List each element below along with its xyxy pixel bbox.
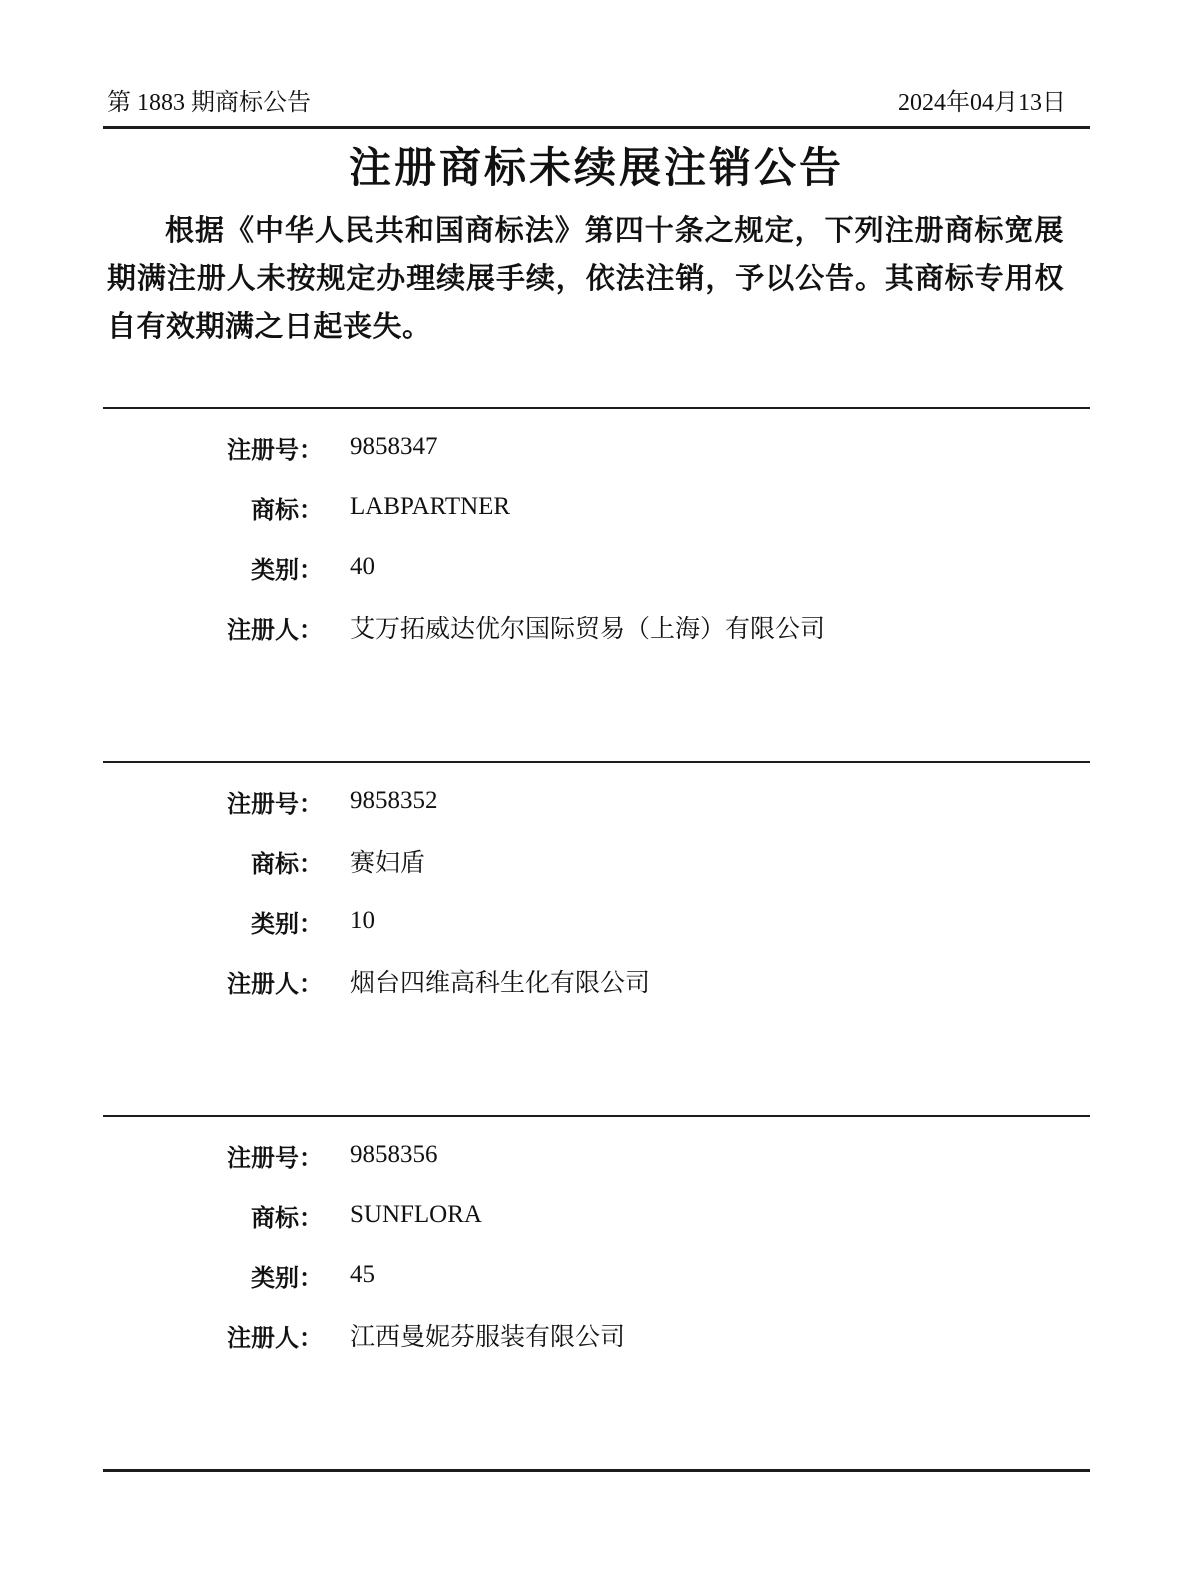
registrant-value: 艾万拓威达优尔国际贸易（上海）有限公司 <box>350 616 826 643</box>
registrant-value: 烟台四维高科生化有限公司 <box>350 970 651 997</box>
category-row <box>103 891 1090 951</box>
category-label: 类别： <box>251 556 323 584</box>
reg-no-row <box>103 1125 1090 1185</box>
reg-no-value: 9858356 <box>350 1141 438 1168</box>
header-divider <box>103 126 1090 129</box>
reg-no-label: 注册号： <box>227 1144 323 1172</box>
trademark-label: 商标： <box>251 1204 323 1232</box>
reg-no-row <box>103 417 1090 477</box>
registrant-row <box>103 597 1090 657</box>
category-row <box>103 537 1090 597</box>
registrant-label: 注册人： <box>227 1324 323 1352</box>
intro-paragraph: 根据《中华人民共和国商标法》第四十条之规定，下列注册商标宽展期满注册人未按规定办理续展手续，依法注销，予以公告。其商标专用权自有效期满之日起丧失。 <box>107 215 1064 343</box>
registrant-label: 注册人： <box>227 616 323 644</box>
trademark-row <box>103 831 1090 891</box>
category-value: 45 <box>350 1261 375 1288</box>
trademark-label: 商标： <box>251 850 323 878</box>
page-title: 注册商标未续展注销公告 <box>348 146 844 192</box>
category-label: 类别： <box>251 1264 323 1292</box>
category-value: 10 <box>350 907 375 934</box>
trademark-record <box>103 761 1090 1115</box>
gazette-date: 2024年04月13日 <box>898 90 1066 116</box>
category-value: 40 <box>350 553 375 580</box>
trademark-record <box>103 407 1090 761</box>
trademark-row <box>103 1185 1090 1245</box>
reg-no-label: 注册号： <box>227 436 323 464</box>
registrant-row <box>103 951 1090 1011</box>
trademark-value: LABPARTNER <box>350 493 511 520</box>
registrant-value: 江西曼妮芬服装有限公司 <box>350 1324 626 1351</box>
registrant-row <box>103 1305 1090 1365</box>
category-label: 类别： <box>251 910 323 938</box>
trademark-row <box>103 477 1090 537</box>
record-list <box>103 407 1090 1472</box>
reg-no-row <box>103 771 1090 831</box>
reg-no-value: 9858352 <box>350 787 438 814</box>
reg-no-label: 注册号： <box>227 790 323 818</box>
page-content <box>103 0 1090 1472</box>
reg-no-value: 9858347 <box>350 433 438 460</box>
trademark-record <box>103 1115 1090 1469</box>
trademark-label: 商标： <box>251 496 323 524</box>
bottom-divider <box>103 1469 1090 1472</box>
registrant-label: 注册人： <box>227 970 323 998</box>
page-header <box>103 0 1090 117</box>
gazette-issue-label: 第 1883 期商标公告 <box>107 90 311 116</box>
trademark-value: 赛妇盾 <box>350 850 426 877</box>
category-row <box>103 1245 1090 1305</box>
trademark-value: SUNFLORA <box>350 1201 482 1228</box>
